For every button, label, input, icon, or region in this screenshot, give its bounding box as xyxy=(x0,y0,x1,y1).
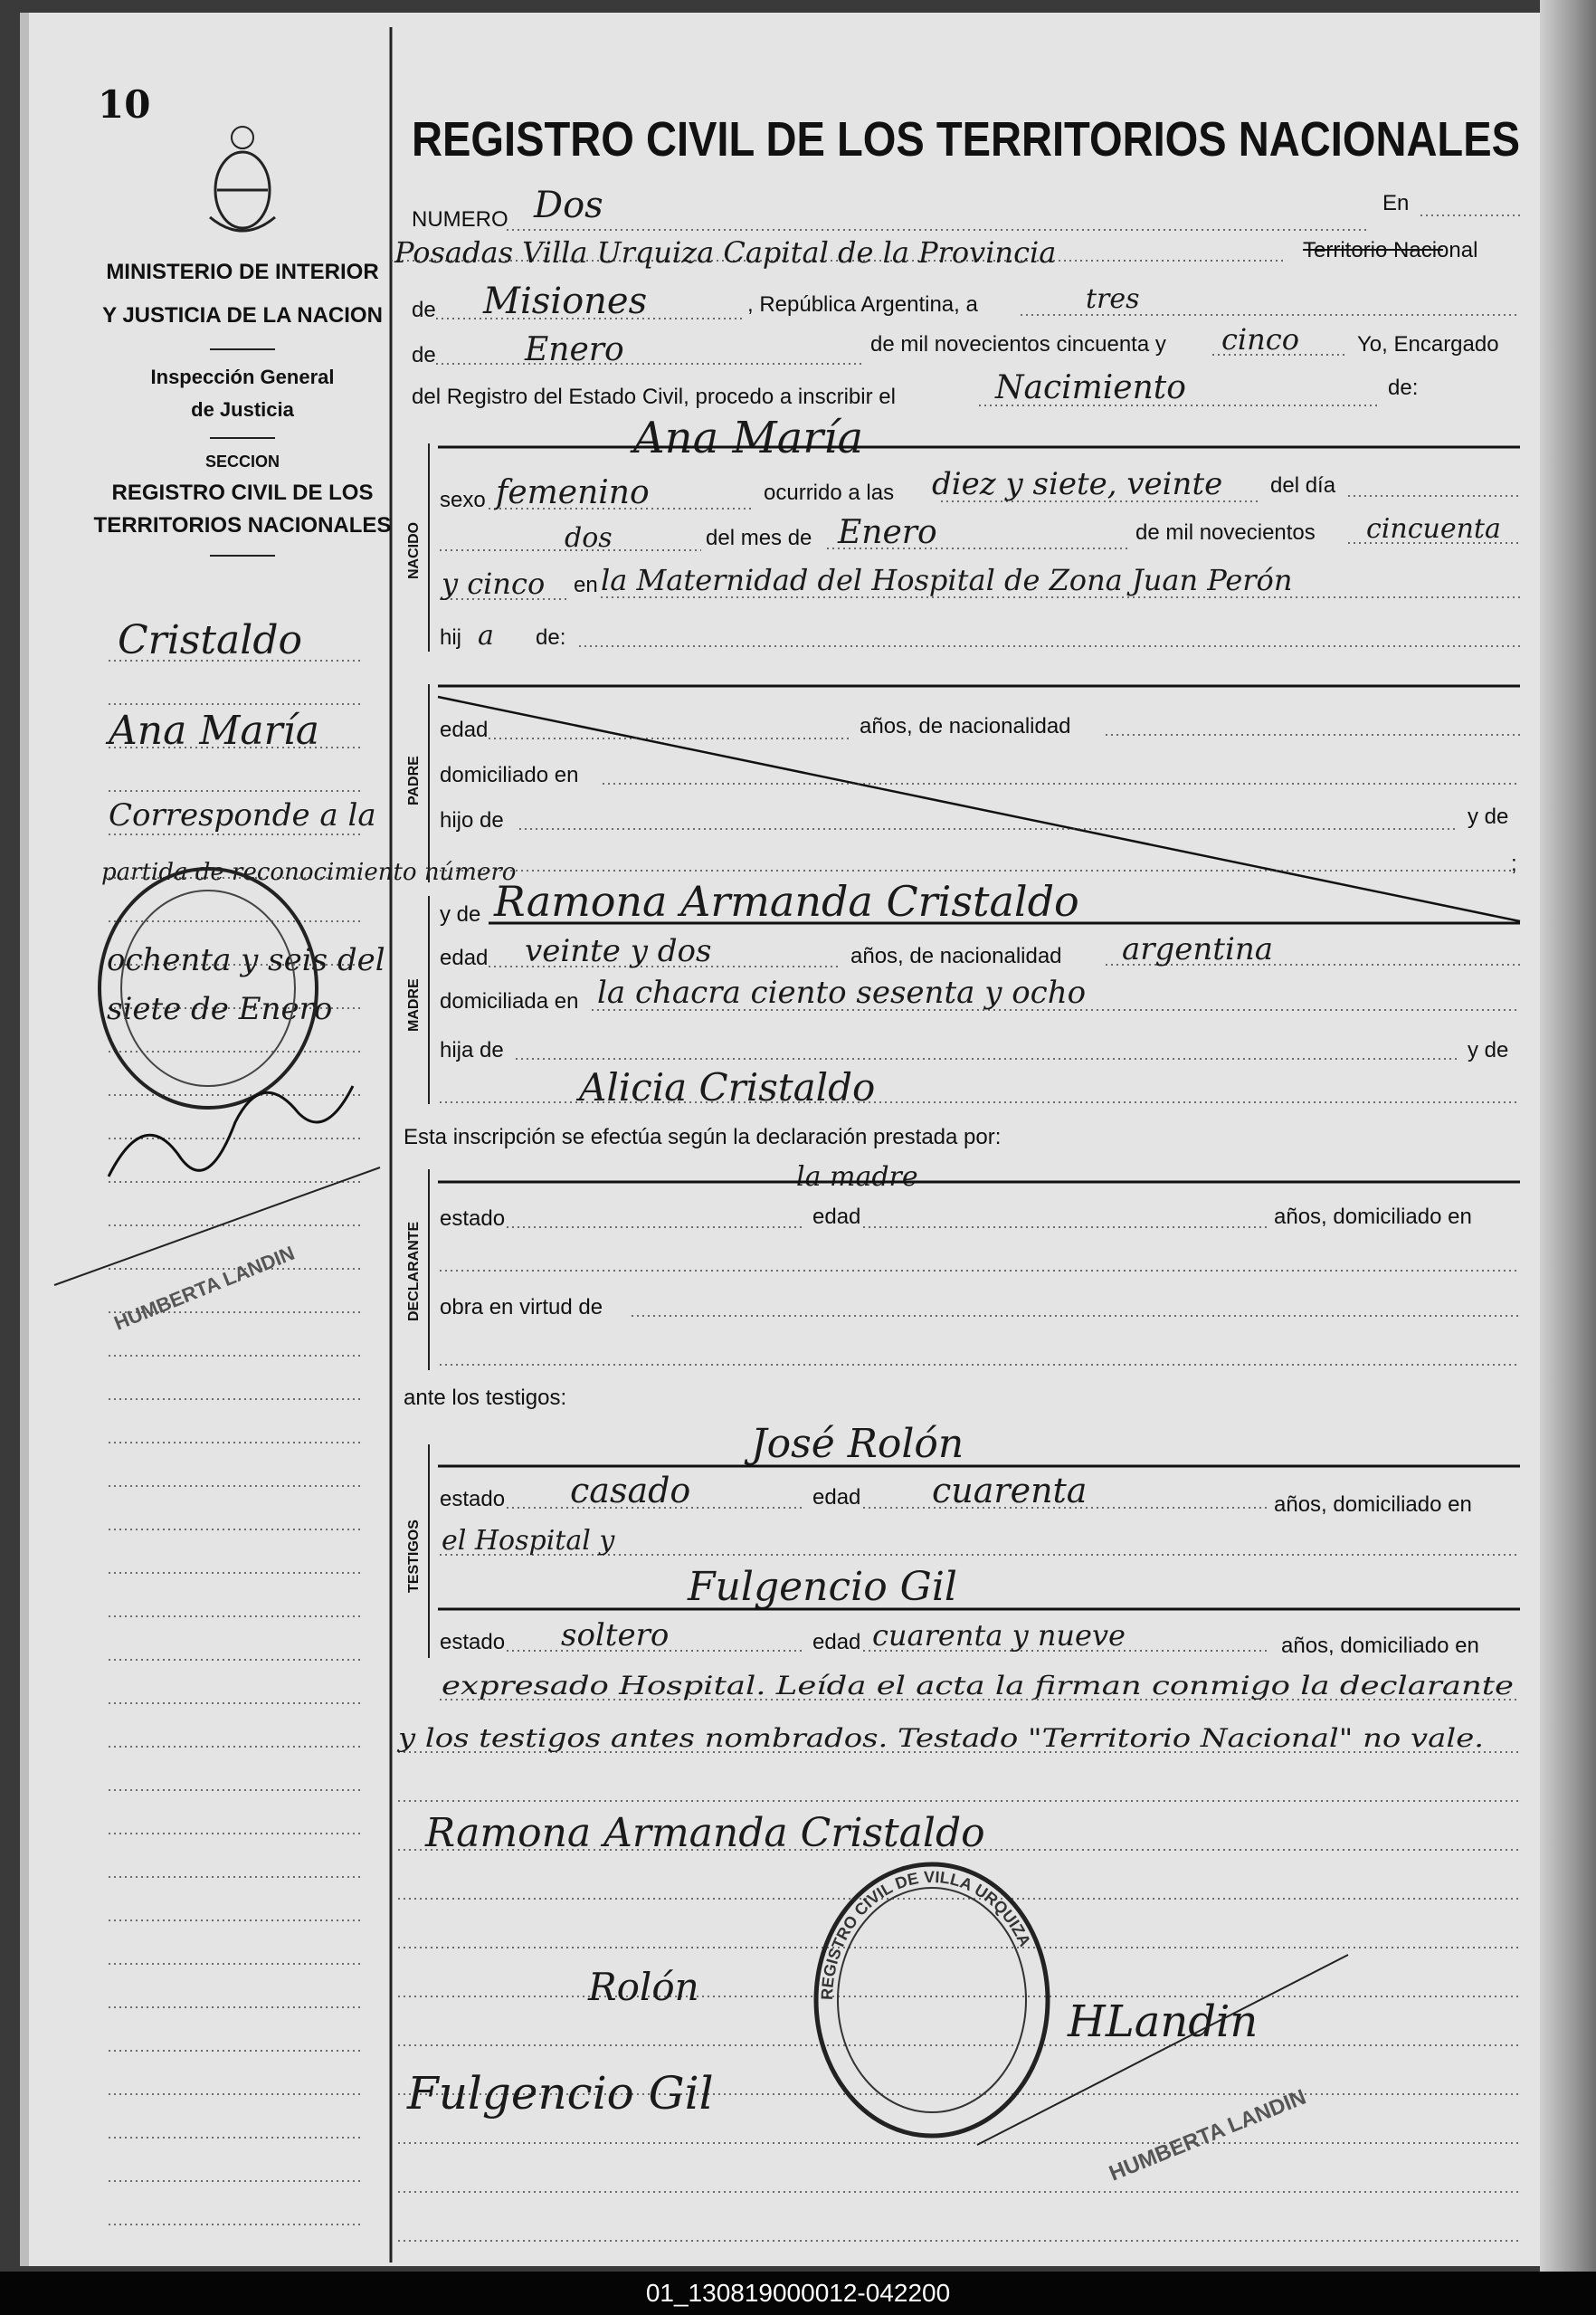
testigos-section-label: TESTIGOS xyxy=(406,1520,422,1593)
sexo-value: femenino xyxy=(496,474,650,511)
dia-value: dos xyxy=(565,522,613,554)
day-value: tres xyxy=(1086,283,1140,315)
madre-edad-value: veinte y dos xyxy=(525,933,712,969)
madre-edad-label: edad xyxy=(440,946,489,970)
month-value: Enero xyxy=(525,331,624,368)
witness2-estado-label: estado xyxy=(440,1630,506,1654)
declarante-obra-label: obra en virtud de xyxy=(440,1295,603,1319)
mes-value: Enero xyxy=(838,514,937,551)
registro-label: del Registro del Estado Civil, procedo a inscribir el xyxy=(412,385,896,409)
ministry-line-2: Y JUSTICIA DE LA NACION xyxy=(102,303,383,328)
margin-note-line-4: siete de Enero xyxy=(107,991,333,1027)
witness1-estado-label: estado xyxy=(440,1487,506,1511)
nacido-name-value: Ana María xyxy=(633,413,864,463)
hija-label: hij xyxy=(440,625,462,650)
inscripcion-label: Esta inscripción se efectúa según la declaración prestada por: xyxy=(404,1125,1002,1149)
lugar-value: la Maternidad del Hospital de Zona Juan Perón xyxy=(601,563,1293,597)
madre-name-value: Ramona Armanda Cristaldo xyxy=(494,877,1079,926)
svg-text:HUMBERTA LANDIN: HUMBERTA LANDIN xyxy=(110,1241,299,1335)
witness2-signature: Fulgencio Gil xyxy=(407,2067,714,2120)
mil-label: de mil novecientos xyxy=(1135,520,1316,545)
hora-value: diez y siete, veinte xyxy=(932,466,1223,502)
witness2-domicilio-value: expresado Hospital. Leída el acta la firman conmigo la declarante xyxy=(442,1671,1514,1701)
madre-y-de-label: y de xyxy=(440,902,481,927)
svg-text:REGISTRO CIVIL DE VILLA URQUIZ: REGISTRO CIVIL DE VILLA URQUIZA xyxy=(817,1867,1035,2001)
inspection-line-2: de Justicia xyxy=(191,398,294,421)
madre-hija-value: Alicia Cristaldo xyxy=(579,1065,876,1110)
de-label: de xyxy=(412,298,436,322)
witness2-anos-label: años, domiciliado en xyxy=(1281,1634,1479,1658)
scan-id-footer: 01_130819000012-042200 xyxy=(0,2272,1596,2315)
witness2-edad-value: cuarenta y nueve xyxy=(872,1618,1126,1653)
year-label: de mil novecientos cincuenta y xyxy=(870,332,1166,357)
act-value: Nacimiento xyxy=(995,369,1186,406)
witness2-edad-label: edad xyxy=(812,1630,861,1654)
padre-anos-label: años, de nacionalidad xyxy=(860,714,1071,738)
official-signature: HLandin xyxy=(1068,1996,1259,2047)
padre-y-de-label: y de xyxy=(1468,805,1509,829)
witness2-estado-value: soltero xyxy=(561,1617,670,1653)
witness1-name: José Rolón xyxy=(751,1421,964,1467)
official-seal xyxy=(816,1864,1048,2136)
declarante-estado-label: estado xyxy=(440,1206,506,1231)
witness1-edad-label: edad xyxy=(812,1485,861,1510)
declarante-section-label: DECLARANTE xyxy=(406,1221,422,1321)
witness1-signature: Rolón xyxy=(588,1965,699,2009)
de-colon-label: de: xyxy=(1388,376,1419,400)
section-line-1: REGISTRO CIVIL DE LOS xyxy=(111,481,374,505)
witness1-domicilio-value: el Hospital y xyxy=(442,1525,615,1557)
madre-section-label: MADRE xyxy=(406,978,422,1032)
year-value: cinco xyxy=(1221,322,1299,357)
svg-text:HUMBERTA LANDIN: HUMBERTA LANDIN xyxy=(1106,2084,1310,2186)
hija-suffix: a xyxy=(478,620,494,652)
de-label-2: de xyxy=(412,343,436,367)
margin-given-name: Ana María xyxy=(109,708,319,754)
declarante-anos-label: años, domiciliado en xyxy=(1274,1205,1472,1229)
del-dia-label: del día xyxy=(1270,473,1336,498)
page-number: 10 xyxy=(98,82,151,127)
official-stamp xyxy=(1106,2085,1309,2186)
mother-signature: Ramona Armanda Cristaldo xyxy=(425,1810,985,1856)
padre-semicolon: ; xyxy=(1511,852,1517,876)
declarante-edad-label: edad xyxy=(812,1205,861,1229)
numero-value: Dos xyxy=(534,185,603,226)
ante-testigos-label: ante los testigos: xyxy=(404,1386,567,1410)
encargado-label: Yo, Encargado xyxy=(1357,332,1499,357)
inspection-line-1: Inspección General xyxy=(150,366,335,388)
mes-label: del mes de xyxy=(706,526,812,550)
form-title: REGISTRO CIVIL DE LOS TERRITORIOS NACIONALES xyxy=(412,112,1520,167)
province-value: Misiones xyxy=(483,281,648,322)
territorio-label: Territorio Nacional xyxy=(1303,238,1478,262)
witness1-anos-label: años, domiciliado en xyxy=(1274,1492,1472,1517)
madre-domicilio-value: la chacra ciento sesenta y ocho xyxy=(597,975,1087,1011)
republica-label: , República Argentina, a xyxy=(747,292,978,317)
section-label: SECCION xyxy=(204,453,280,471)
witness1-edad-value: cuarenta xyxy=(932,1471,1088,1510)
margin-surname: Cristaldo xyxy=(118,617,302,663)
ministry-line-1: MINISTERIO DE INTERIOR xyxy=(106,260,379,284)
madre-domiciliada-label: domiciliada en xyxy=(440,989,579,1014)
witness2-name: Fulgencio Gil xyxy=(688,1564,957,1610)
madre-nacionalidad-value: argentina xyxy=(1122,931,1274,967)
sexo-label: sexo xyxy=(440,488,486,512)
ocurrido-label: ocurrido a las xyxy=(764,481,895,505)
year-value-b: y cinco xyxy=(442,567,546,601)
coat-of-arms-icon xyxy=(210,127,275,231)
padre-domiciliado-label: domiciliado en xyxy=(440,763,579,787)
nacido-section-label: NACIDO xyxy=(406,521,422,579)
padre-edad-label: edad xyxy=(440,718,489,742)
en-label: En xyxy=(1382,191,1410,215)
year-value-a: cincuenta xyxy=(1366,513,1501,545)
margin-note-line-1: Corresponde a la xyxy=(109,797,376,834)
witness1-estado-value: casado xyxy=(570,1471,691,1510)
margin-signature xyxy=(109,1086,353,1177)
closing-line: y los testigos antes nombrados. Testado "Territorio Nacional" no vale. xyxy=(395,1723,1485,1753)
numero-label: NUMERO xyxy=(412,207,508,232)
madre-hija-label: hija de xyxy=(440,1038,504,1062)
padre-section-label: PADRE xyxy=(406,756,422,805)
section-line-2: TERRITORIOS NACIONALES xyxy=(93,513,392,538)
lugar-en-label: en xyxy=(574,573,598,597)
padre-hijo-label: hijo de xyxy=(440,808,504,833)
madre-y-de-label-2: y de xyxy=(1468,1038,1509,1062)
place-value: Posadas Villa Urquiza Capital de la Provincia xyxy=(394,235,1057,270)
declarante-value: la madre xyxy=(796,1161,918,1193)
margin-note-line-3: ochenta y seis del xyxy=(107,942,385,978)
madre-anos-label: años, de nacionalidad xyxy=(850,944,1062,968)
margin-seal xyxy=(100,869,317,1108)
margin-note-line-2: partida de reconocimiento número xyxy=(101,859,517,886)
hija-de-label: de: xyxy=(536,625,566,650)
